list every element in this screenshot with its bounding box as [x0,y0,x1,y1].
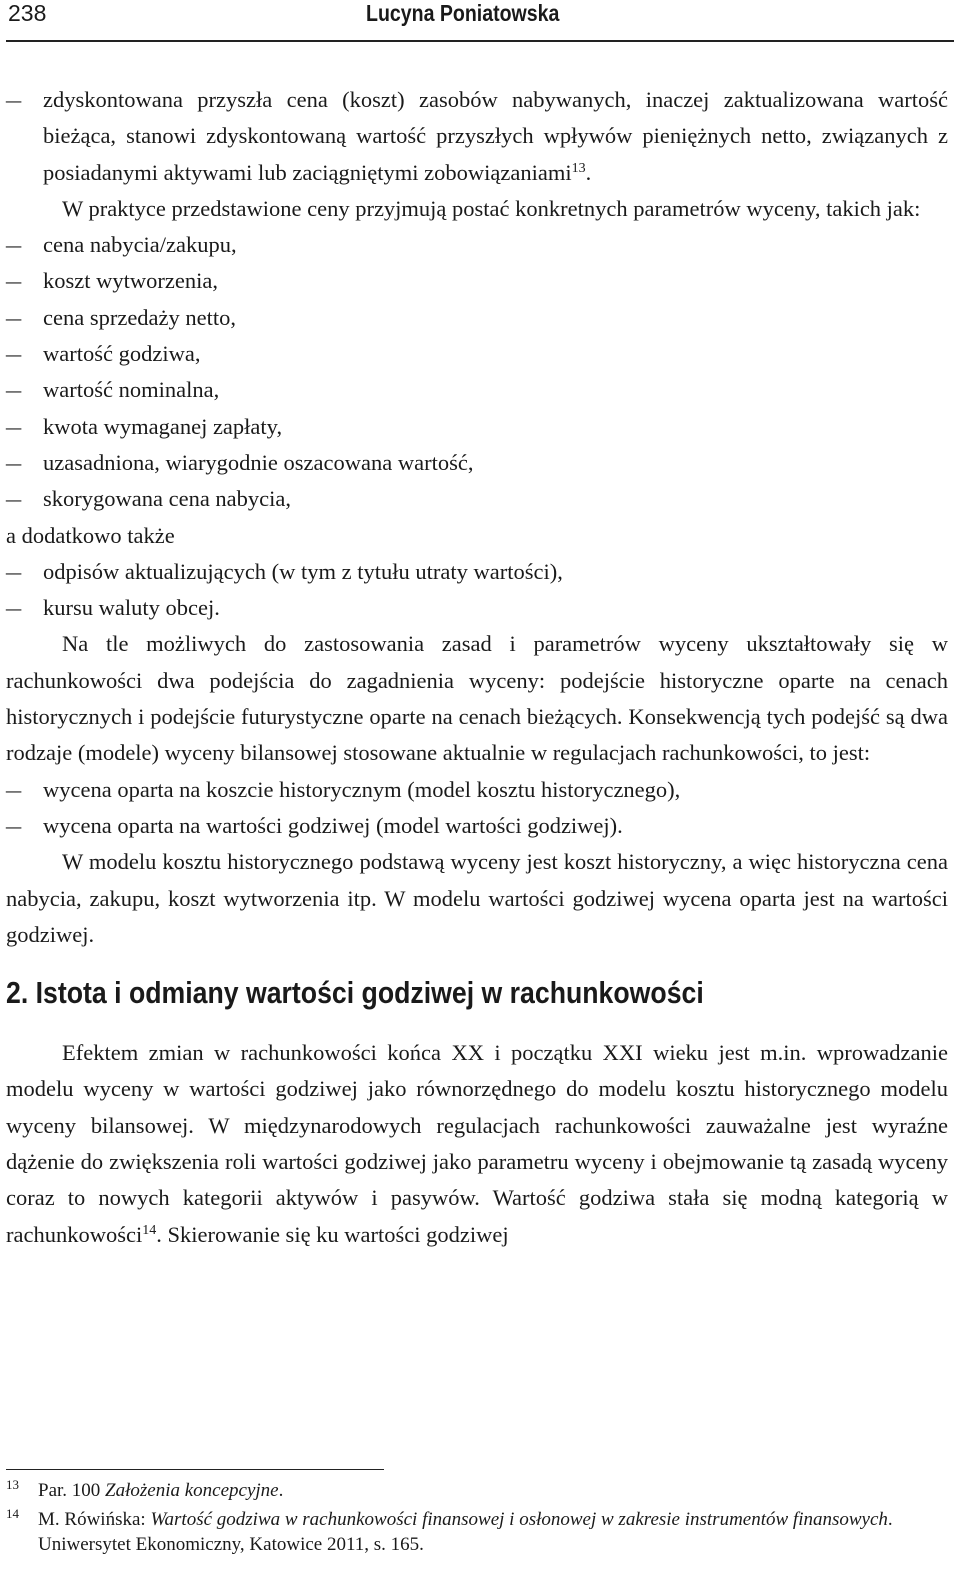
list-item: – wycena oparta na wartości godziwej (model wartości godziwej). [6,808,948,844]
list-item: – cena sprzedaży netto, [6,300,948,336]
footnote-ref-14[interactable]: 14 [142,1222,157,1238]
paragraph-approaches: Na tle możliwych do zastosowania zasad i parametrów wyceny ukształtowały się w rachunkowości dwa podejścia do zagadnienia wyceny: podejście historyczne oparte na cenach historycznych i podejście futurystyczne oparte na cenach bieżących. Konsekwencją tych podejść są dwa rodzaje (modele) wyceny bilansowej stosowane aktualnie w regulacjach rachunkowości, to jest: [6,631,948,766]
list-item: – uzasadniona, wiarygodnie oszacowana wartość, [6,445,948,481]
section-paragraph [6,1035,948,1253]
list-item: – cena nabycia/zakupu, [6,227,948,263]
list-item: – skorygowana cena nabycia, [6,481,948,517]
footnote-text: . Uniwersytet Ekonomiczny, Katowice 2011, s. 165. [38,1509,893,1555]
list-item: – kwota wymaganej zapłaty, [6,409,948,445]
section-paragraph-tail: . Skierowanie się ku wartości godziwej [156,1221,509,1247]
paragraph-models: W modelu kosztu historycznego podstawą wyceny jest koszt historyczny, a więc historyczna cena nabycia, zakupu, koszt wytworzenia itp. W modelu wartości godziwej wycena oparta jest na wartości godziwej. [6,849,948,947]
running-title-author: Lucyna Poniatowska [366,0,560,26]
paragraph-practice: W praktyce przedstawione ceny przyjmują postać konkretnych parametrów wyceny, takich jak: [62,195,921,221]
additional-list [6,554,948,627]
parameters-list [6,227,948,517]
document-page [6,0,954,1555]
list-item: – wartość nominalna, [6,372,948,408]
page-number: 238 [8,0,47,26]
list-item: – kursu waluty obcej. [6,590,948,626]
intro-bullet-text: zdyskontowana przyszła cena (koszt) zasobów nabywanych, inaczej zaktualizowana wartość bieżąca, stanowi zdyskontowaną wartość przyszłych wpływów pieniężnych netto, związanych z posiadanymi aktywami lub zaciągniętymi zobowiązaniami [43,87,948,185]
footnote-14 [6,1507,948,1557]
footnote-number: 14 [6,1506,19,1521]
footnote-number: 13 [6,1477,19,1492]
header-rule [6,40,954,42]
list-item: – koszt wytworzenia, [6,263,948,299]
footnote-title: Założenia koncepcyjne [105,1480,279,1501]
models-list [6,772,948,845]
footnotes [6,1469,948,1557]
running-header [6,0,954,44]
body-text [6,82,948,1253]
footnote-ref-13[interactable]: 13 [571,160,586,176]
additionally-label: a dodatkowo także [6,522,175,548]
footnote-title: Wartość godziwa w rachunkowości finansowej i osłonowej w zakresie instrumentów finansowych [150,1509,888,1530]
section-heading: 2. Istota i odmiany wartości godziwej w rachunkowości [6,975,704,1011]
intro-bullet [6,82,948,191]
list-item: – wartość godziwa, [6,336,948,372]
list-item: – odpisów aktualizujących (w tym z tytułu utraty wartości), [6,554,948,590]
footnote-text: . [278,1480,284,1501]
footnote-13 [6,1478,948,1503]
footnote-text: Par. 100 [38,1480,106,1501]
list-item: – wycena oparta na koszcie historycznym (model kosztu historycznego), [6,772,948,808]
footnote-rule [6,1469,384,1470]
section-paragraph-text: Efektem zmian w rachunkowości końca XX i początku XXI wieku jest m.in. wprowadzanie modelu wyceny w wartości godziwej jako równorzędnego do modelu kosztu historycznego modelu wyceny bilansowej. W międzynarodowych regulacjach rachunkowości zauważalne jest wyraźne dążenie do zwiększenia roli wartości godziwej jako parametru wyceny i obejmowanie tą zasadą wyceny coraz to nowych kategorii aktywów i pasywów. Wartość godziwa stała się modną kategorią w rachunkowości [6,1040,948,1247]
intro-bullet-tail: . [585,159,592,185]
footnote-text: M. Rówińska: [38,1509,151,1530]
